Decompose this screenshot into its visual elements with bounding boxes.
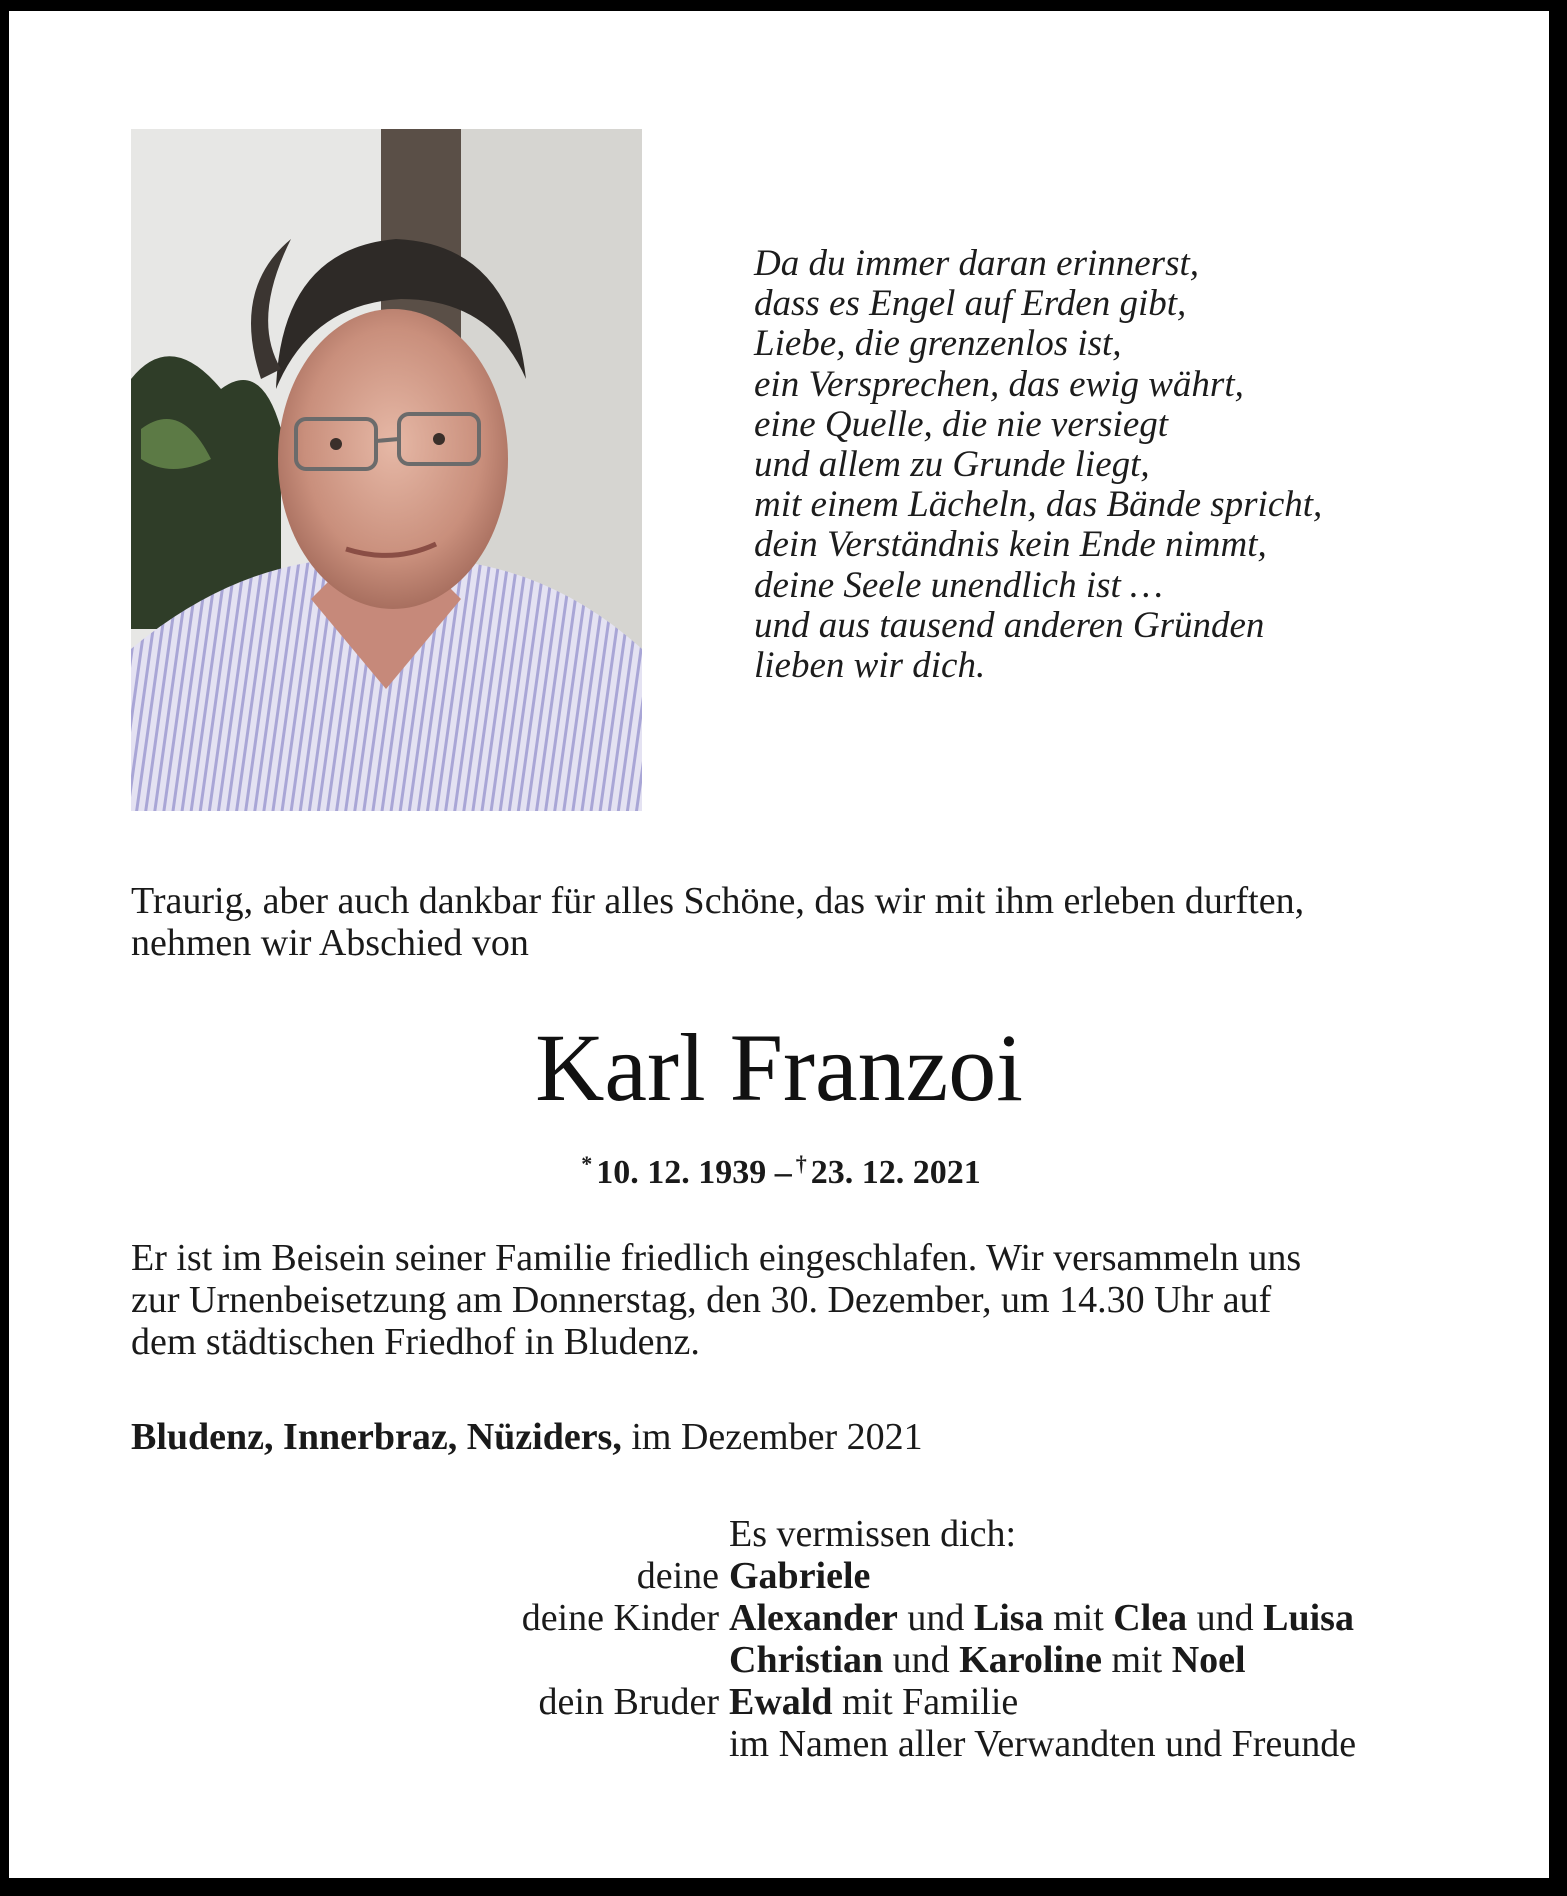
poem-line: lieben wir dich. (754, 645, 986, 687)
connector-word: und (907, 1597, 965, 1639)
poem-line: und allem zu Grunde liegt, (754, 444, 1150, 486)
portrait-image (131, 129, 642, 811)
poem-line: ein Versprechen, das ewig währt, (754, 363, 1244, 405)
relation-label: deine (636, 1555, 719, 1597)
date-separator: – (774, 1154, 792, 1191)
mourners-heading: Es vermissen dich: (729, 1513, 1017, 1555)
poem-line: und aus tausend anderen Gründen (754, 604, 1265, 646)
intro-text (131, 880, 1451, 964)
mourner-name: Alexander (729, 1597, 898, 1639)
mourner-row-closing (131, 1723, 1471, 1765)
mourner-name: Luisa (1263, 1597, 1354, 1639)
intro-line: nehmen wir Abschied von (131, 922, 529, 964)
birth-symbol: * (581, 1151, 593, 1176)
connector-word: und (1196, 1597, 1254, 1639)
portrait-photo (131, 129, 642, 811)
places: Bludenz, Innerbraz, Nüziders, (131, 1416, 622, 1458)
announcement-line: zur Urnenbeisetzung am Donnerstag, den 30. Dezember, um 14.30 Uhr auf (131, 1279, 1272, 1321)
poem-line: Da du immer daran erinnerst, (754, 243, 1200, 284)
mourner-row-wife (131, 1555, 1471, 1597)
closing-line: im Namen aller Verwandten und Freunde (729, 1723, 1357, 1765)
death-symbol: † (795, 1151, 807, 1176)
place-date-line (131, 1416, 1461, 1458)
mourner-name: Lisa (973, 1597, 1044, 1639)
intro-line: Traurig, aber auch dankbar für alles Schöne, das wir mit ihm erleben durften, (131, 880, 1305, 922)
poem-line: dein Verständnis kein Ende nimmt, (754, 524, 1267, 566)
mourner-name: Noel (1171, 1639, 1246, 1681)
birth-date: 10. 12. 1939 (596, 1154, 767, 1191)
mourners-list (131, 1513, 1471, 1765)
mourner-row-brother (131, 1681, 1471, 1723)
connector-word: und (892, 1639, 950, 1681)
connector-word: mit (1111, 1639, 1163, 1681)
obituary-page (9, 11, 1549, 1878)
poem-line: Liebe, die grenzenlos ist, (754, 323, 1122, 365)
deceased-name: Karl Franzoi (535, 1014, 1023, 1121)
month-year: im Dezember 2021 (631, 1416, 923, 1458)
death-date: 23. 12. 2021 (810, 1154, 981, 1191)
mourner-row-children-2 (131, 1639, 1471, 1681)
poem-line: mit einem Lächeln, das Bände spricht, (754, 484, 1323, 526)
announcement-text (131, 1237, 1461, 1363)
mourner-row-children (131, 1597, 1471, 1639)
announcement-line: Er ist im Beisein seiner Familie friedlich eingeschlafen. Wir versammeln uns (131, 1237, 1302, 1279)
poem-line: dass es Engel auf Erden gibt, (754, 283, 1187, 325)
mourner-name: Ewald (729, 1681, 833, 1723)
relation-label: dein Bruder (538, 1681, 719, 1723)
life-dates (9, 1144, 1549, 1193)
mourner-name: Karoline (959, 1639, 1102, 1681)
connector-word: mit (1053, 1597, 1104, 1639)
mourner-name: Gabriele (729, 1555, 871, 1597)
poem-line: deine Seele unendlich ist … (754, 564, 1163, 606)
mourner-name: Christian (729, 1639, 884, 1681)
memorial-poem (754, 244, 1454, 686)
mourners-heading-row (131, 1513, 1471, 1555)
poem-line: eine Quelle, die nie versiegt (754, 403, 1169, 445)
announcement-line: dem städtischen Friedhof in Bludenz. (131, 1321, 700, 1363)
relation-label: deine Kinder (521, 1597, 719, 1639)
connector-word: mit Familie (841, 1681, 1019, 1723)
mourner-name: Clea (1113, 1597, 1188, 1639)
